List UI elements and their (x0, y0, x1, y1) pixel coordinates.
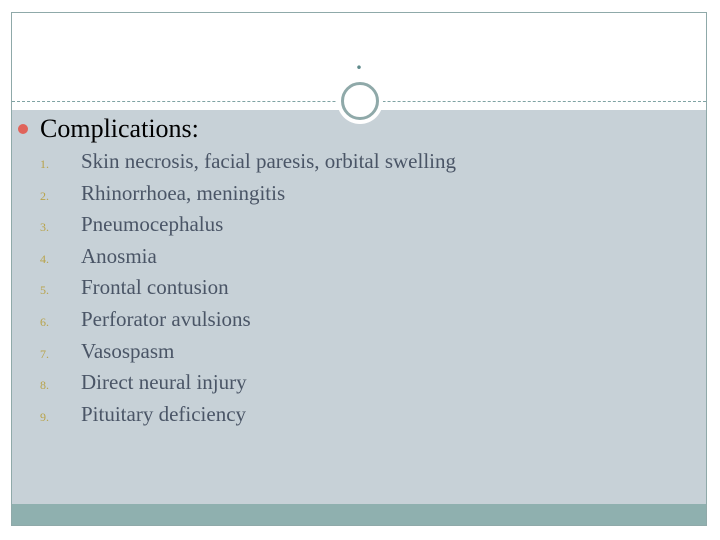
list-item-text: Anosmia (81, 243, 157, 268)
list-item (40, 244, 456, 276)
list-item (40, 275, 456, 307)
circle-ornament-icon (337, 78, 383, 124)
bottom-band (12, 504, 706, 526)
list-item-number: 6. (40, 314, 49, 329)
slide-heading: Complications: (40, 114, 199, 143)
list-item (40, 149, 456, 181)
list-item-number: 9. (40, 409, 49, 424)
list-item (40, 339, 456, 371)
list-item-text: Pneumocephalus (81, 212, 224, 237)
list-item-text: Perforator avulsions (81, 306, 251, 331)
list-item (40, 402, 456, 434)
list-item-number: 5. (40, 283, 49, 298)
list-item (40, 212, 456, 244)
list-item-number: 1. (40, 157, 49, 171)
list-item-number: 3. (40, 220, 49, 235)
list-item (40, 307, 456, 339)
list-item-number: 2. (40, 188, 49, 203)
list-item-number: 4. (40, 251, 49, 266)
list-item-text: Pituitary deficiency (81, 401, 247, 426)
complications-list (40, 149, 456, 433)
list-item-text: Frontal contusion (81, 275, 229, 300)
ornament-ring (341, 82, 379, 120)
list-item (40, 181, 456, 213)
list-item-text: Vasospasm (81, 338, 175, 363)
list-item (40, 370, 456, 402)
list-item-text: Direct neural injury (81, 370, 247, 395)
heading-row (18, 114, 199, 144)
bullet-dot-icon (18, 124, 28, 134)
list-item-number: 7. (40, 346, 49, 361)
list-item-number: 8. (40, 378, 49, 393)
slide-title: . (356, 49, 362, 74)
list-item-text: Rhinorrhoea, meningitis (81, 180, 286, 205)
list-item-text: Skin necrosis, facial paresis, orbital swelling (81, 149, 456, 173)
